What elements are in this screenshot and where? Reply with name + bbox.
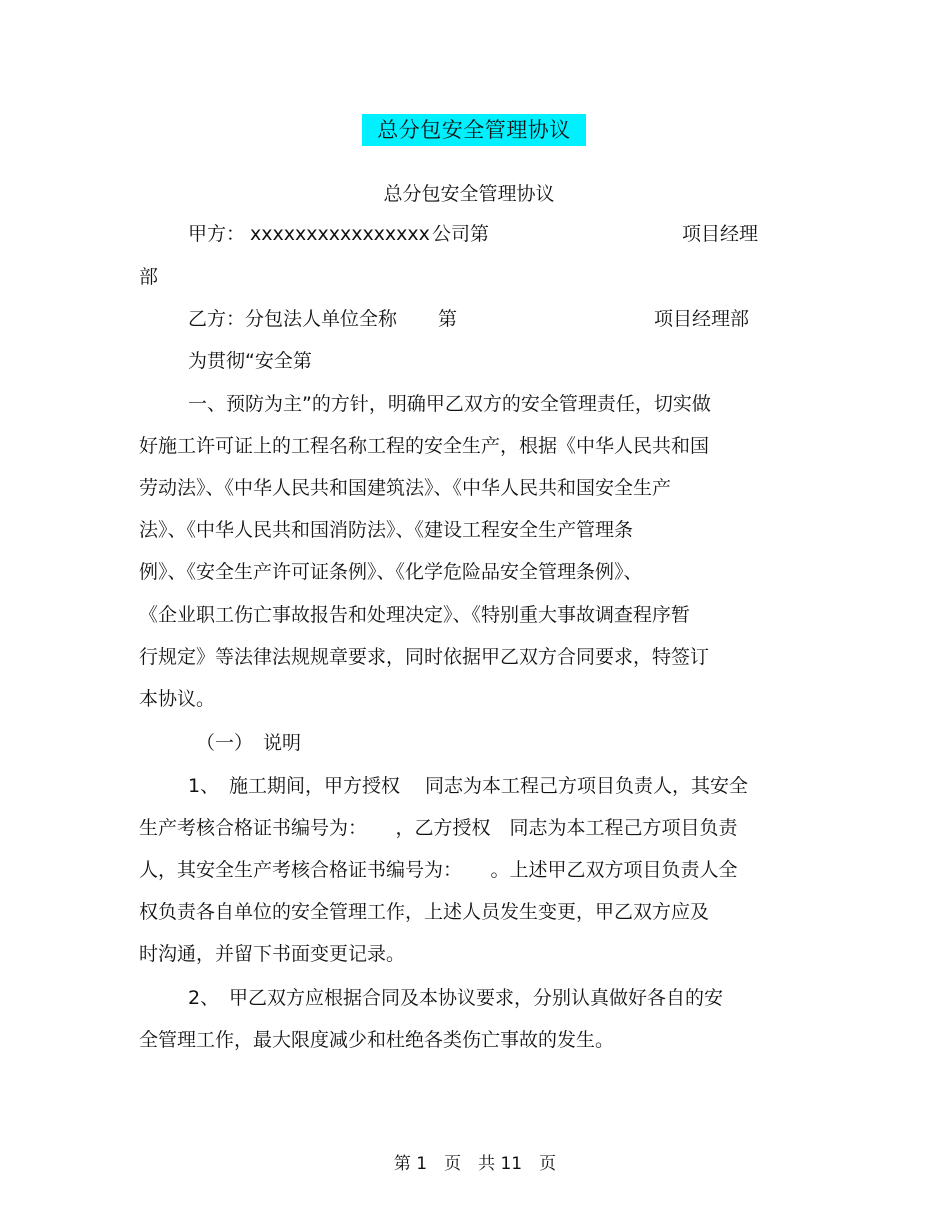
item-2-line: 甲乙双方应根据合同及本协议要求，分别认真做好各自的安 xyxy=(229,987,724,1009)
item-1-line: 生产考核合格证书编号为： ，乙方授权 同志为本工程己方项目负责 xyxy=(139,817,738,839)
party-b-label: 乙方：分包法人单位全称 xyxy=(188,308,398,330)
party-a-wrap: 部 xyxy=(139,266,159,288)
item-1-number: 1、 xyxy=(188,775,220,797)
party-a-mid: 公司第 xyxy=(432,223,490,245)
section-heading: 说明 xyxy=(263,732,302,754)
party-b-mid: 第 xyxy=(438,308,458,330)
document-subtitle: 总分包安全管理协议 xyxy=(383,183,555,205)
item-1-line: 施工期间，甲方授权 同志为本工程己方项目负责人，其安全 xyxy=(229,775,749,797)
main-paragraph-line: 好施工许可证上的工程名称工程的安全生产，根据《中华人民共和国 xyxy=(139,435,710,457)
intro-line: 为贯彻“安全第 xyxy=(188,350,312,372)
main-paragraph-line: 《企业职工伤亡事故报告和处理决定》、《特别重大事故调查程序暂 xyxy=(139,604,691,626)
main-paragraph-line: 例》、《安全生产许可证条例》、《化学危险品安全管理条例》、 xyxy=(139,561,643,583)
item-1-line: 时沟通，并留下书面变更记录。 xyxy=(139,943,406,965)
main-paragraph-line: 一、预防为主”的方针，明确甲乙双方的安全管理责任，切实做 xyxy=(188,393,711,415)
main-paragraph-line: 行规定》等法律法规规章要求，同时依据甲乙双方合同要求，特签订 xyxy=(139,646,710,668)
document-title: 总分包安全管理协议 xyxy=(377,118,571,142)
main-paragraph-line: 劳动法》、《中华人民共和国建筑法》、《中华人民共和国安全生产 xyxy=(139,477,672,499)
page-footer: 第 1 页 共 11 页 xyxy=(393,1154,557,1174)
item-2-line: 全管理工作，最大限度减少和杜绝各类伤亡事故的发生。 xyxy=(139,1029,615,1051)
item-1-line: 权负责各自单位的安全管理工作，上述人员发生变更，甲乙双方应及 xyxy=(139,901,710,923)
party-b-end: 项目经理部 xyxy=(654,308,750,330)
item-1-line: 人，其安全生产考核合格证书编号为： 。上述甲乙双方项目负责人全 xyxy=(139,859,738,881)
item-2-number: 2、 xyxy=(188,987,220,1009)
party-a-end: 项目经理 xyxy=(682,223,759,245)
party-a-company: xxxxxxxxxxxxxxxx xyxy=(250,223,430,245)
main-paragraph-line: 法》、《中华人民共和国消防法》、《建设工程安全生产管理条 xyxy=(139,519,634,541)
party-a-label: 甲方： xyxy=(188,223,246,245)
section-number: （一） xyxy=(196,732,254,754)
main-paragraph-line: 本协议。 xyxy=(139,688,216,710)
